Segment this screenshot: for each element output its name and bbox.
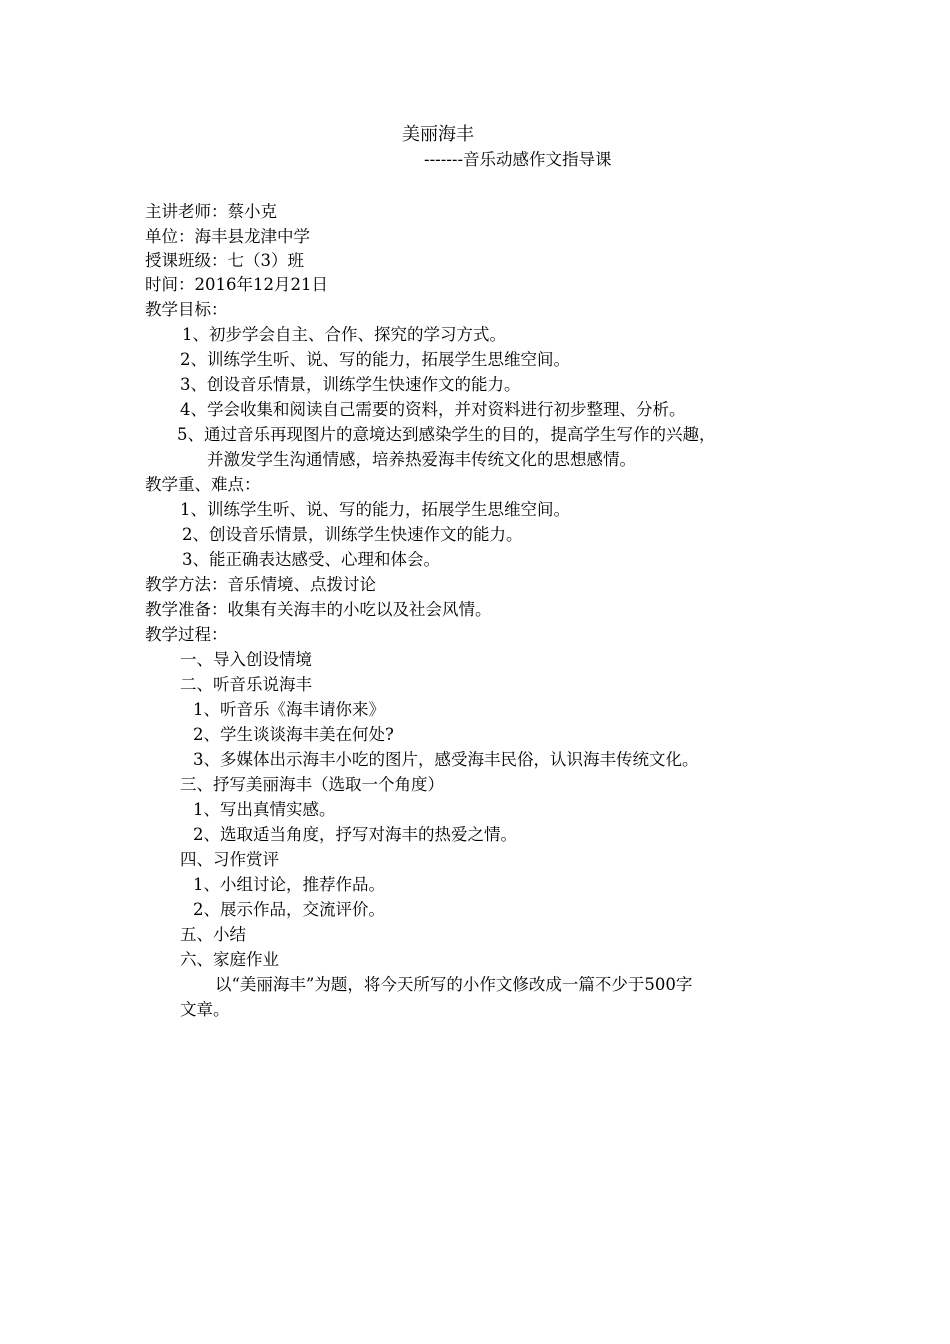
process-section: 四、习作赏评 bbox=[180, 850, 279, 869]
process-item: 1、小组讨论，推荐作品。 bbox=[193, 875, 385, 894]
goal-item: 4、学会收集和阅读自己需要的资料，并对资料进行初步整理、分析。 bbox=[180, 400, 686, 419]
goal-item: 1、初步学会自主、合作、探究的学习方式。 bbox=[182, 325, 506, 344]
process-item: 2、选取适当角度，抒写对海丰的热爱之情。 bbox=[193, 825, 517, 844]
teacher-line: 主讲老师：蔡小克 bbox=[145, 202, 277, 221]
goal-item: 5、通过音乐再现图片的意境达到感染学生的目的，提高学生写作的兴趣， bbox=[177, 425, 716, 444]
goals-heading: 教学目标： bbox=[145, 300, 228, 319]
process-heading: 教学过程： bbox=[145, 625, 228, 644]
process-section: 二、听音乐说海丰 bbox=[180, 675, 312, 694]
key-points-heading: 教学重、难点： bbox=[145, 475, 261, 494]
process-item: 1、听音乐《海丰请你来》 bbox=[193, 700, 385, 719]
key-point-item: 3、能正确表达感受、心理和体会。 bbox=[182, 550, 440, 569]
process-item: 2、展示作品，交流评价。 bbox=[193, 900, 385, 919]
homework-text-continuation: 文章。 bbox=[180, 1000, 230, 1019]
document-subtitle: -------音乐动感作文指导课 bbox=[424, 150, 612, 169]
methods-line: 教学方法：音乐情境、点拨讨论 bbox=[145, 575, 376, 594]
class-line: 授课班级：七（3）班 bbox=[145, 251, 304, 270]
process-section: 三、抒写美丽海丰（选取一个角度） bbox=[180, 775, 444, 794]
process-item: 3、多媒体出示海丰小吃的图片，感受海丰民俗，认识海丰传统文化。 bbox=[193, 750, 699, 769]
preparation-line: 教学准备：收集有关海丰的小吃以及社会风情。 bbox=[145, 600, 492, 619]
key-point-item: 1、训练学生听、说、写的能力，拓展学生思维空间。 bbox=[180, 500, 570, 519]
process-section: 五、小结 bbox=[180, 925, 246, 944]
process-section: 六、家庭作业 bbox=[180, 950, 279, 969]
process-item: 2、学生谈谈海丰美在何处? bbox=[193, 725, 394, 744]
goal-item: 2、训练学生听、说、写的能力，拓展学生思维空间。 bbox=[180, 350, 570, 369]
goal-item-continuation: 并激发学生沟通情感，培养热爱海丰传统文化的思想感情。 bbox=[207, 450, 636, 469]
process-item: 1、写出真情实感。 bbox=[193, 800, 336, 819]
time-line: 时间：2016年12月21日 bbox=[145, 275, 328, 294]
process-section: 一、导入创设情境 bbox=[180, 650, 312, 669]
unit-line: 单位：海丰县龙津中学 bbox=[145, 227, 310, 246]
goal-item: 3、创设音乐情景，训练学生快速作文的能力。 bbox=[180, 375, 521, 394]
key-point-item: 2、创设音乐情景，训练学生快速作文的能力。 bbox=[182, 525, 523, 544]
homework-text: 以“美丽海丰”为题，将今天所写的小作文修改成一篇不少于500字 bbox=[215, 975, 693, 994]
document-title: 美丽海丰 bbox=[402, 124, 474, 145]
